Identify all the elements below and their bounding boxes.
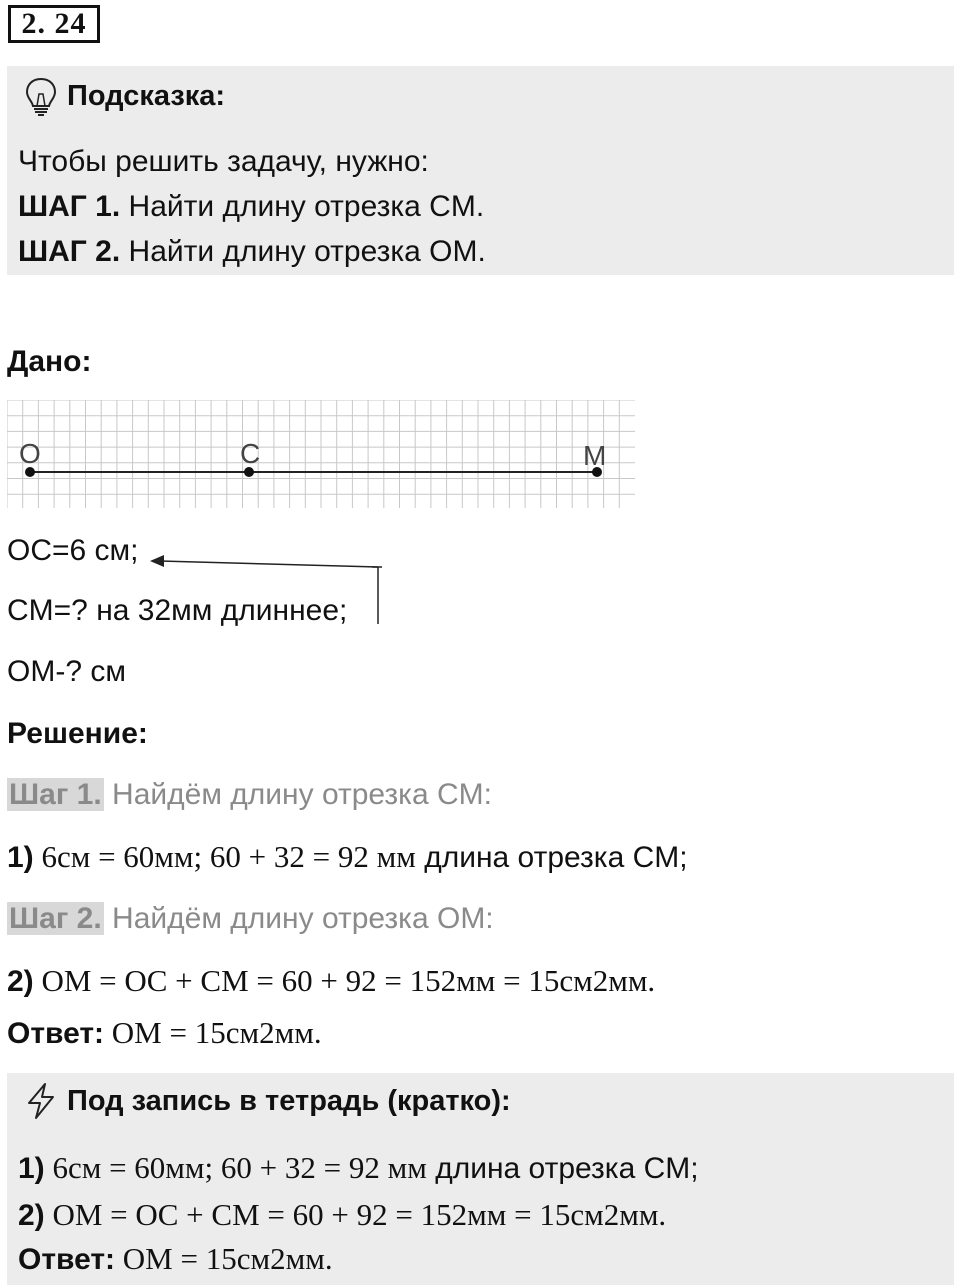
hint-step-1-label: ШАГ 1. — [18, 190, 121, 223]
short-answer-label: Ответ: — [18, 1243, 116, 1276]
short-title: Под запись в тетрадь (кратко): — [67, 1085, 511, 1117]
short-answer — [18, 1241, 333, 1278]
solution-line-1-num: 1) — [7, 841, 34, 874]
task-number: 2. 24 — [8, 5, 100, 43]
solution-step-2-label: Шаг 2. — [9, 902, 102, 935]
label-c: C — [240, 438, 261, 469]
solution-step-1-text: Найдём длину отрезка CM: — [103, 778, 492, 811]
solution-line-2 — [7, 963, 655, 1000]
given-om: OM-? см — [7, 655, 126, 688]
relation-arrow — [140, 550, 390, 630]
short-line-1-math: 6см = 60мм; 60 + 32 = 92 мм — [44, 1150, 427, 1185]
lightbulb-icon — [23, 76, 59, 116]
solution-step-1-label: Шаг 1. — [9, 778, 102, 811]
short-line-2 — [18, 1197, 666, 1234]
given-title: Дано: — [7, 345, 92, 378]
solution-answer — [7, 1015, 322, 1052]
hint-intro: Чтобы решить задачу, нужно: — [18, 145, 429, 178]
hint-step-2-label: ШАГ 2. — [18, 235, 121, 268]
solution-step-2 — [7, 901, 494, 937]
short-header — [23, 1081, 511, 1121]
hint-step-2 — [18, 234, 486, 270]
hint-box — [7, 66, 954, 275]
short-line-2-math: OM = OC + CM = 60 + 92 = 152мм = 15см2мм. — [44, 1197, 667, 1232]
hint-step-1-text: Найти длину отрезка CM. — [120, 190, 485, 223]
short-line-1-num: 1) — [18, 1152, 45, 1185]
solution-answer-math: OM = 15см2мм. — [104, 1015, 322, 1050]
label-o: O — [19, 438, 41, 469]
solution-step-1 — [7, 777, 492, 813]
short-line-1-text: длина отрезка CM; — [426, 1152, 699, 1185]
short-line-2-num: 2) — [18, 1199, 45, 1232]
solution-line-2-num: 2) — [7, 965, 34, 998]
lightning-icon — [23, 1081, 59, 1121]
solution-line-1-text: длина отрезка CM; — [415, 841, 688, 874]
hint-step-1 — [18, 189, 484, 225]
hint-title: Подсказка: — [67, 80, 226, 112]
solution-line-1-math: 6см = 60мм; 60 + 32 = 92 мм — [33, 839, 416, 874]
solution-title: Решение: — [7, 717, 148, 750]
hint-step-2-text: Найти длину отрезка OM. — [120, 235, 486, 268]
hint-header — [23, 76, 225, 116]
solution-line-1 — [7, 839, 688, 876]
solution-answer-label: Ответ: — [7, 1017, 105, 1050]
short-answer-math: OM = 15см2мм. — [115, 1241, 333, 1276]
short-line-1 — [18, 1150, 699, 1187]
short-notes-box — [7, 1073, 954, 1285]
given-cm: CM=? на 32мм длиннее; — [7, 594, 348, 627]
grid-background — [7, 400, 635, 508]
solution-line-2-math: OM = OC + CM = 60 + 92 = 152мм = 15см2мм. — [33, 963, 656, 998]
given-oc: OC=6 см; — [7, 534, 139, 567]
segment-diagram — [7, 400, 635, 508]
label-m: M — [583, 440, 607, 471]
solution-step-2-text: Найдём длину отрезка OM: — [103, 902, 494, 935]
